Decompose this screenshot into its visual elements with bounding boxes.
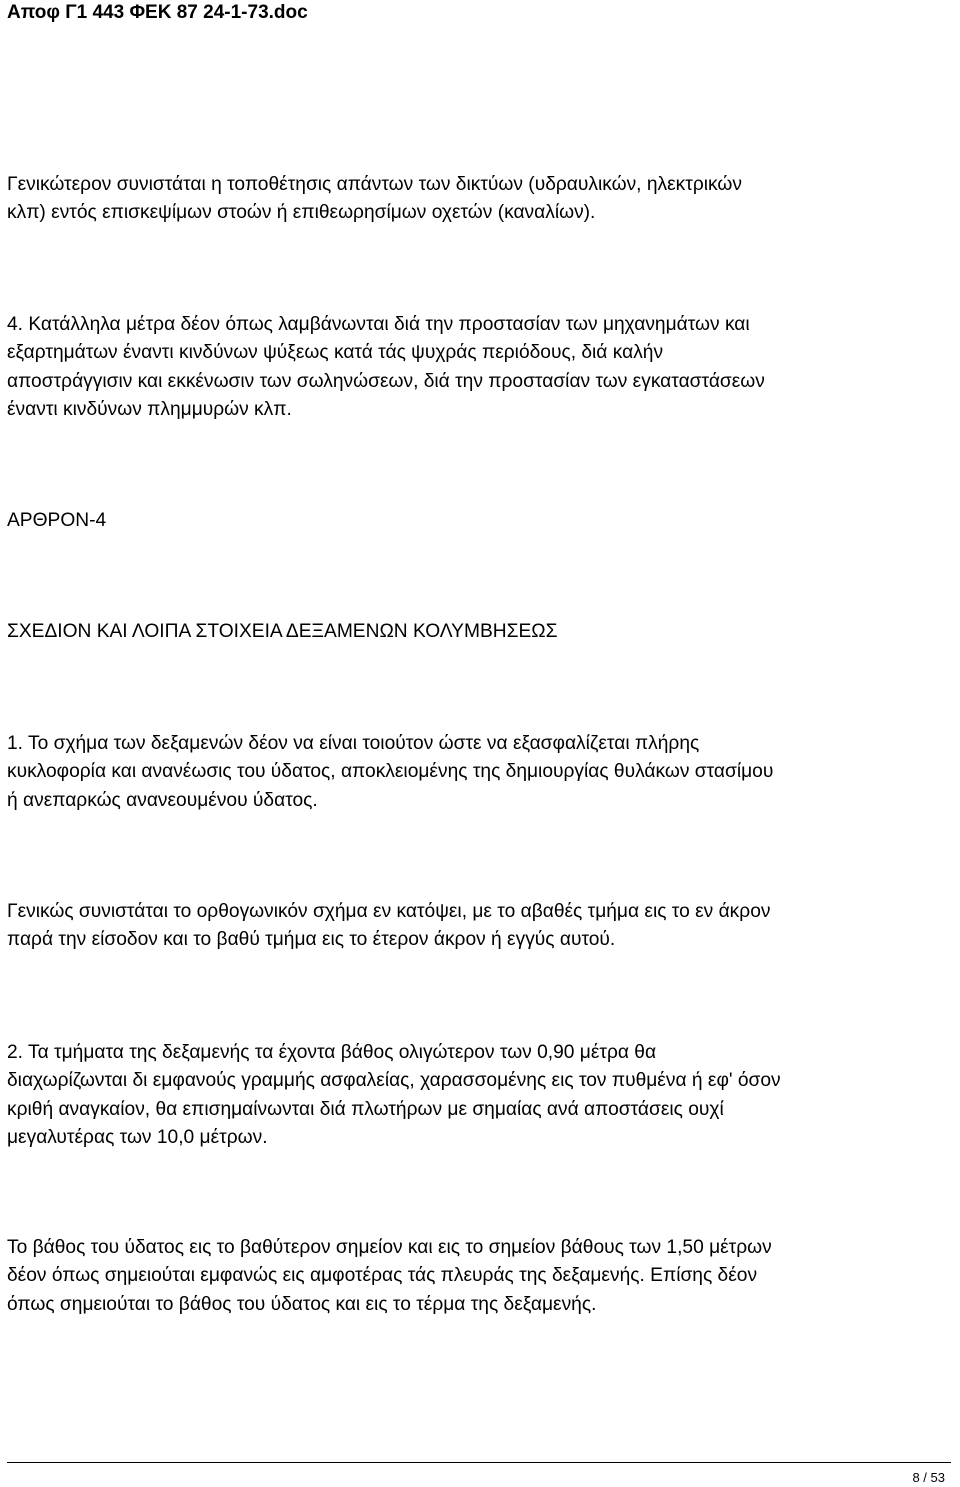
paragraph-item-2 <box>7 1039 952 1153</box>
text-line: διαχωρίζωνται δι εμφανούς γραμμής ασφαλείας, χαρασσομένης εις τον πυθμένα ή εφ' όσον <box>7 1070 781 1092</box>
paragraph-item-1 <box>7 730 952 815</box>
text-line: Γενικώτερον συνιστάται η τοποθέτησις απάντων των δικτύων (υδραυλικών, ηλεκτρικών <box>7 174 742 195</box>
text-line: ή ανεπαρκώς ανανεουμένου ύδατος. <box>7 789 318 811</box>
text-line: όπως σημειούται το βάθος του ύδατος και εις το τέρμα της δεξαμενής. <box>7 1293 597 1315</box>
text-line: ΑΡΘΡΟΝ-4 <box>7 510 107 531</box>
text-line: δέον όπως σημειούται εμφανώς εις αμφοτέρας τάς πλευράς της δεξαμενής. Επίσης δέον <box>7 1265 758 1287</box>
text-line: εξαρτημάτων έναντι κινδύνων ψύξεως κατά τάς ψυχράς περιόδους, διά καλήν <box>7 342 664 364</box>
paragraph-shape <box>7 898 952 955</box>
document-title: Αποφ Γ1 443 ΦΕΚ 87 24-1-73.doc <box>7 2 308 23</box>
text-line: 1. Το σχήμα των δεξαμενών δέον να είναι τοιούτον ώστε να εξασφαλίζεται πλήρης <box>7 733 700 754</box>
paragraph-networks <box>7 171 952 228</box>
page-number: 8 / 53 <box>912 1470 945 1485</box>
text-line: κριθή αναγκαίον, θα επισημαίνωνται διά πλωτήρων με σημαίας ανά αποστάσεις ουχί <box>7 1098 724 1120</box>
paragraph-depth <box>7 1234 952 1319</box>
text-line: μεγαλυτέρας των 10,0 μέτρων. <box>7 1127 268 1149</box>
text-line: 4. Κατάλληλα μέτρα δέον όπως λαμβάνωνται διά την προστασίαν των μηχανημάτων και <box>7 314 750 335</box>
paragraph-item-4 <box>7 311 952 425</box>
text-line: Το βάθος του ύδατος εις το βαθύτερον σημείον και εις το σημείον βάθους των 1,50 μέτρων <box>7 1237 772 1258</box>
text-line: αποστράγγισιν και εκκένωσιν των σωληνώσεων, διά την προστασίαν των εγκαταστάσεων <box>7 370 765 392</box>
text-line: παρά την είσοδον και το βαθύ τμήμα εις το έτερον άκρον ή εγγύς αυτού. <box>7 929 616 951</box>
text-line: Γενικώς συνιστάται το ορθογωνικόν σχήμα εν κατόψει, με το αβαθές τμήμα εις το εν άκρον <box>7 901 771 922</box>
text-line: ΣΧΕΔΙΟΝ ΚΑΙ ΛΟΙΠΑ ΣΤΟΙΧΕΙΑ ΔΕΞΑΜΕΝΩΝ ΚΟΛΥΜΒΗΣΕΩΣ <box>7 621 558 642</box>
text-line: έναντι κινδύνων πλημμυρών κλπ. <box>7 399 292 421</box>
footer-divider <box>7 1462 951 1463</box>
text-line: 2. Τα τμήματα της δεξαμενής τα έχοντα βάθος ολιγώτερον των 0,90 μέτρα θα <box>7 1042 657 1063</box>
text-line: κλπ) εντός επισκεψίμων στοών ή επιθεωρησίμων οχετών (καναλίων). <box>7 202 596 224</box>
section-heading <box>7 618 952 646</box>
text-line: κυκλοφορία και ανανέωσις του ύδατος, αποκλειομένης της δημιουργίας θυλάκων στασίμου <box>7 761 774 783</box>
article-heading <box>7 507 952 535</box>
